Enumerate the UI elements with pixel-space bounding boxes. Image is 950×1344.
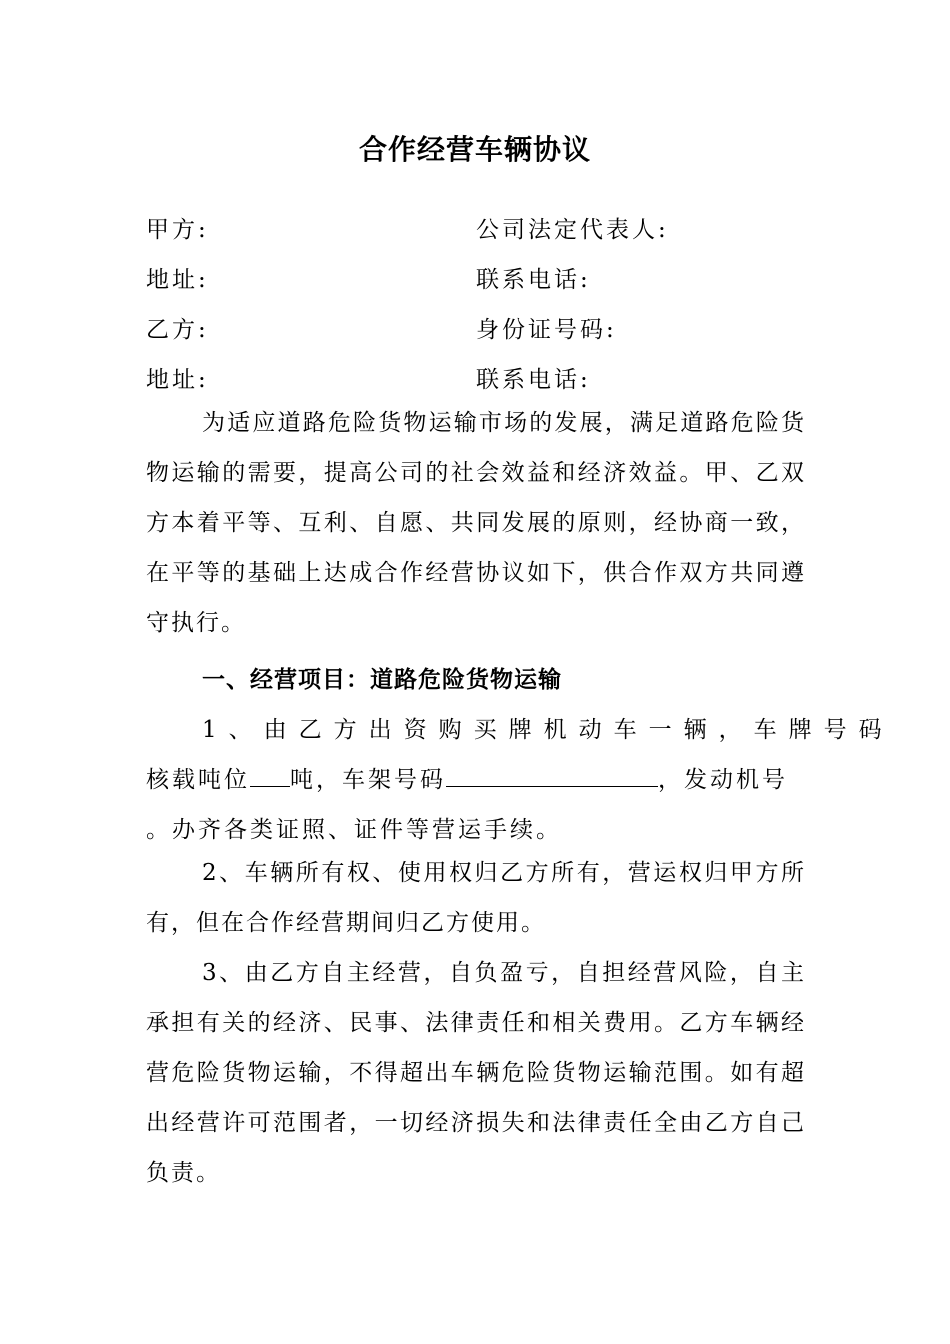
clause-1-line-3: 。办齐各类证照、证件等营运手续。: [146, 817, 562, 843]
party-b-address-label: 地址:: [146, 367, 209, 393]
party-b-label: 乙方:: [146, 317, 209, 343]
id-number-label: 身份证号码:: [476, 317, 617, 343]
tonnage-blank: [250, 766, 290, 787]
legal-representative-label: 公司法定代表人:: [476, 217, 669, 243]
frame-number-label: 吨，车架号码: [290, 767, 446, 793]
frame-number-blank: [446, 766, 658, 787]
clause-3-paragraph: 3、由乙方自主经营，自负盈亏，自担经营风险，自主承担有关的经济、民事、法律责任和相关费用。乙方车辆经营危险货物运输，不得超出车辆危险货物运输范围。如有超出经营许可范围者，一切经济损失和法律责任全由乙方自己负责。: [146, 960, 806, 1186]
party-a-phone-label: 联系电话:: [476, 267, 591, 293]
tonnage-label: 核载吨位: [146, 767, 250, 793]
clause-1-line-2: [146, 761, 788, 794]
party-a-label: 甲方:: [146, 217, 209, 243]
document-title: 合作经营车辆协议: [358, 133, 591, 166]
clause-2-paragraph: 2、车辆所有权、使用权归乙方所有，营运权归甲方所有，但在合作经营期间归乙方使用。: [146, 860, 806, 936]
preamble-paragraph: 为适应道路危险货物运输市场的发展，满足道路危险货物运输的需要，提高公司的社会效益和经济效益。甲、乙双方本着平等、互利、自愿、共同发展的原则，经协商一致，在平等的基础上达成合作经营协议如下，供合作双方共同遵守执行。: [146, 410, 806, 636]
section-1-heading: 一、经营项目：道路危险货物运输: [202, 667, 562, 693]
party-b-phone-label: 联系电话:: [476, 367, 591, 393]
party-a-address-label: 地址:: [146, 267, 209, 293]
engine-number-label: ，发动机号: [658, 767, 788, 793]
clause-1-line-1: 1、由乙方出资购买牌机动车一辆，车牌号码: [202, 717, 894, 743]
